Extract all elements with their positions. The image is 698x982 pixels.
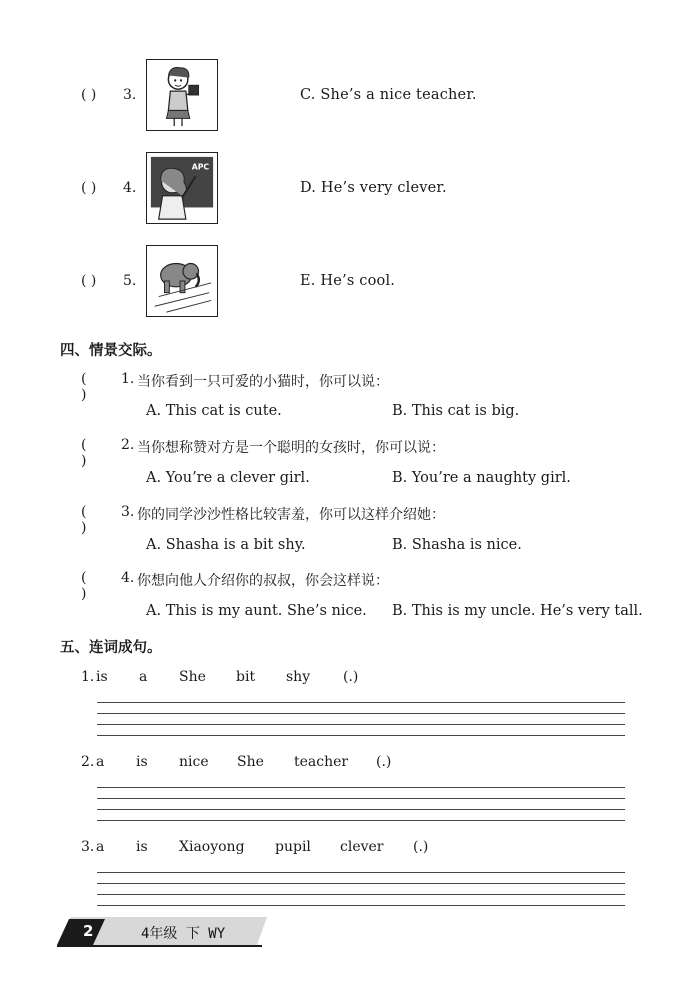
girl-cube-picture xyxy=(146,59,218,131)
question-number: 1. xyxy=(121,371,135,387)
word: clever xyxy=(340,839,384,855)
question-text: 当你想称赞对方是一个聪明的女孩时，你可以说： xyxy=(137,440,445,456)
blackboard-text: APC xyxy=(191,162,210,172)
item-number: 5. xyxy=(123,273,137,289)
word: Xiaoyong xyxy=(179,839,245,855)
word: She xyxy=(237,754,264,770)
answer-blank[interactable]: ( ) xyxy=(81,87,97,103)
word: bit xyxy=(236,669,256,685)
word: is xyxy=(136,839,148,855)
choice-b: B. Shasha is nice. xyxy=(392,537,522,553)
choice-a: A. You’re a clever girl. xyxy=(146,470,310,486)
section-five-title: 五、连词成句。 xyxy=(60,640,162,656)
question-text: 当你看到一只可爱的小猫时，你可以说： xyxy=(137,374,389,390)
word: pupil xyxy=(275,839,311,855)
word: a xyxy=(96,839,105,855)
answer-blank[interactable]: ( ) xyxy=(81,437,87,469)
option-text: E. He’s cool. xyxy=(300,273,396,289)
word: is xyxy=(136,754,148,770)
choice-a: A. This cat is cute. xyxy=(146,403,282,419)
elephant-picture xyxy=(146,245,218,317)
word: a xyxy=(139,669,148,685)
choice-b: B. This cat is big. xyxy=(392,403,520,419)
answer-blank[interactable]: ( ) xyxy=(81,273,97,289)
question-number: 3. xyxy=(121,504,135,520)
word: shy xyxy=(286,669,311,685)
page-footer xyxy=(57,917,267,947)
choice-a: A. Shasha is a bit shy. xyxy=(146,537,306,553)
choice-a: A. This is my aunt. She’s nice. xyxy=(146,603,367,619)
word: teacher xyxy=(294,754,349,770)
word: (.) xyxy=(343,669,359,685)
question-number: 4. xyxy=(121,570,135,586)
page-number: 2 xyxy=(83,922,94,940)
question-text: 你的同学沙沙性格比较害羞，你可以这样介绍她： xyxy=(137,507,445,523)
grade-label: 4年级 下 WY xyxy=(141,926,226,942)
word: She xyxy=(179,669,206,685)
question-number: 2. xyxy=(121,437,135,453)
item-number: 2. xyxy=(81,754,95,770)
matching-item xyxy=(0,245,698,319)
item-number: 1. xyxy=(81,669,95,685)
elephant-icon xyxy=(147,246,217,316)
word: is xyxy=(96,669,108,685)
teacher-picture xyxy=(146,152,218,224)
answer-blank[interactable]: ( ) xyxy=(81,504,87,536)
word: (.) xyxy=(413,839,429,855)
item-number: 3. xyxy=(81,839,95,855)
section-four-title: 四、情景交际。 xyxy=(60,343,162,359)
choice-b: B. This is my uncle. He’s very tall. xyxy=(392,603,643,619)
word: (.) xyxy=(376,754,392,770)
item-number: 3. xyxy=(123,87,137,103)
matching-item xyxy=(0,152,698,226)
word: a xyxy=(96,754,105,770)
item-number: 4. xyxy=(123,180,137,196)
matching-item xyxy=(0,59,698,133)
girl-icon xyxy=(147,60,217,130)
choice-b: B. You’re a naughty girl. xyxy=(392,470,571,486)
answer-blank[interactable]: ( ) xyxy=(81,371,87,403)
option-text: D. He’s very clever. xyxy=(300,180,447,196)
teacher-icon xyxy=(147,153,217,223)
answer-blank[interactable]: ( ) xyxy=(81,180,97,196)
option-text: C. She’s a nice teacher. xyxy=(300,87,477,103)
word: nice xyxy=(179,754,209,770)
answer-blank[interactable]: ( ) xyxy=(81,570,87,602)
question-text: 你想向他人介绍你的叔叔，你会这样说： xyxy=(137,573,389,589)
